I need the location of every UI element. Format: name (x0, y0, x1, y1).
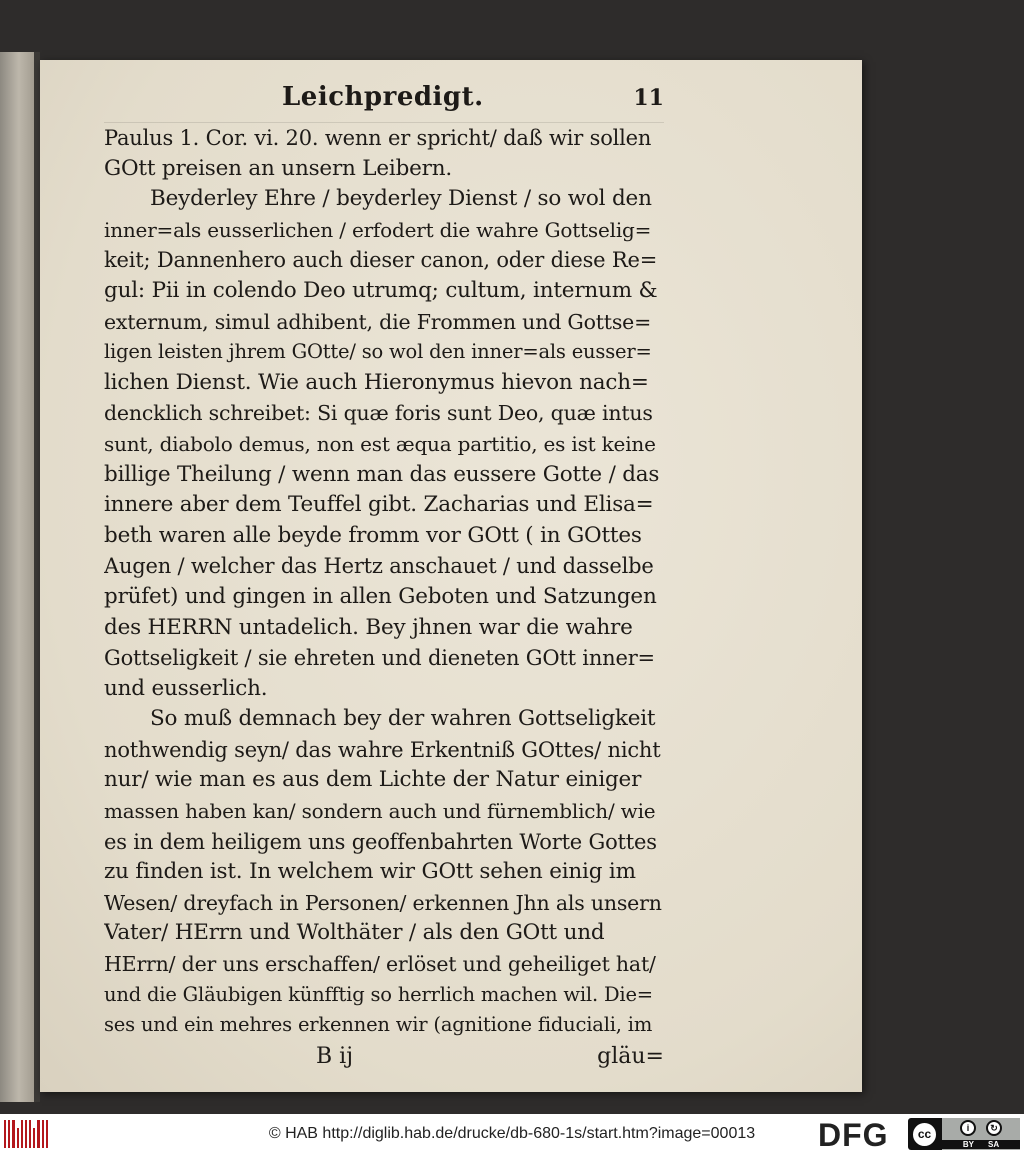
text-line: HErrn/ der uns erschaffen/ erlöset und geheiliget hat/ (104, 952, 656, 977)
text-line: innere aber dem Teuffel gibt. Zacharias und Elisa= (104, 492, 654, 518)
running-head-title: Leichpredigt. (282, 82, 484, 112)
text-line: keit; Dannenhero auch dieser canon, oder diese Re= (104, 248, 658, 273)
text-line: Paulus 1. Cor. vi. 20. wenn er spricht/ daß wir sollen (104, 126, 652, 150)
text-line: inner=als eusserlichen / erfodert die wahre Gottselig= (104, 217, 652, 242)
cc-by-label: BY (962, 1140, 974, 1149)
text-line: GOtt preisen an unsern Leibern. (104, 155, 453, 181)
text-line: und die Gläubigen künfftig so herrlich machen wil. Die= (104, 982, 653, 1006)
cc-license-badge[interactable] (908, 1118, 1020, 1150)
source-credit[interactable]: © HAB http://diglib.hab.de/drucke/db-680-1s/start.htm?image=00013 (268, 1125, 756, 1142)
cc-sa-label: SA (988, 1140, 1000, 1149)
body-text (104, 123, 664, 1041)
text-line: Vater/ HErrn und Wolthäter / als den GOtt und (104, 920, 605, 946)
text-line: beth waren alle beyde fromm vor GOtt ( in GOttes (104, 522, 642, 548)
text-line: es in dem heiligem uns geoffenbahrten Worte Gottes (104, 829, 657, 854)
text-line: prüfet) und gingen in allen Geboten und Satzungen (104, 583, 657, 609)
page-number: 11 (633, 85, 664, 111)
text-line: billige Theilung / wenn man das eussere Gotte / das (104, 461, 660, 487)
text-line: ligen leisten jhrem GOtte/ so wol den inner=als eusser= (104, 340, 652, 364)
text-line: nothwendig seyn/ das wahre Erkentniß GOttes/ nicht (104, 737, 661, 762)
cc-icon: cc (911, 1121, 938, 1148)
text-line: zu finden ist. In welchem wir GOtt sehen einig im (104, 859, 636, 885)
text-line: externum, simul adhibent, die Frommen und Gottse= (104, 309, 652, 334)
text-line: Wesen/ dreyfach in Personen/ erkennen Jhn als unsern (104, 890, 662, 915)
scanned-page (40, 60, 862, 1092)
text-line: lichen Dienst. Wie auch Hieronymus hievon nach= (104, 369, 649, 395)
dfg-logo: DFG (818, 1117, 889, 1153)
text-line: und eusserlich. (104, 675, 268, 701)
adjacent-page-edge (0, 52, 34, 1102)
signature-mark: B ij (316, 1043, 354, 1069)
text-line: massen haben kan/ sondern auch und fürnemblich/ wie (104, 799, 656, 824)
catchword: gläu= (597, 1043, 664, 1069)
text-line: So muß demnach bey der wahren Gottseligkeit (150, 706, 656, 732)
text-block (104, 82, 664, 1073)
cc-attribution-block (942, 1118, 1020, 1150)
text-line: sunt, diabolo demus, non est æqua partitio, es ist keine (104, 431, 656, 456)
by-person-icon: i (960, 1120, 976, 1136)
text-line: ses und ein mehres erkennen wir (agnitione fiduciali, im (104, 1013, 653, 1037)
text-line: Augen / welcher das Hertz anschauet / und dasselbe (104, 554, 654, 579)
viewer-footer (0, 1114, 1024, 1154)
text-line: nur/ wie man es aus dem Lichte der Natur einiger (104, 767, 642, 793)
text-line: gul: Pii in colendo Deo utrumq; cultum, internum & (104, 277, 658, 303)
text-line: dencklich schreibet: Si quæ foris sunt Deo, quæ intus (104, 401, 653, 426)
text-line: Gottseligkeit / sie ehreten und dieneten GOtt inner= (104, 646, 655, 671)
share-alike-icon: ↻ (986, 1120, 1002, 1136)
text-line: Beyderley Ehre / beyderley Dienst / so wol den (150, 186, 652, 212)
page-foot (104, 1041, 664, 1073)
running-head (104, 82, 664, 123)
text-line: des HERRN untadelich. Bey jhnen war die wahre (104, 614, 633, 640)
